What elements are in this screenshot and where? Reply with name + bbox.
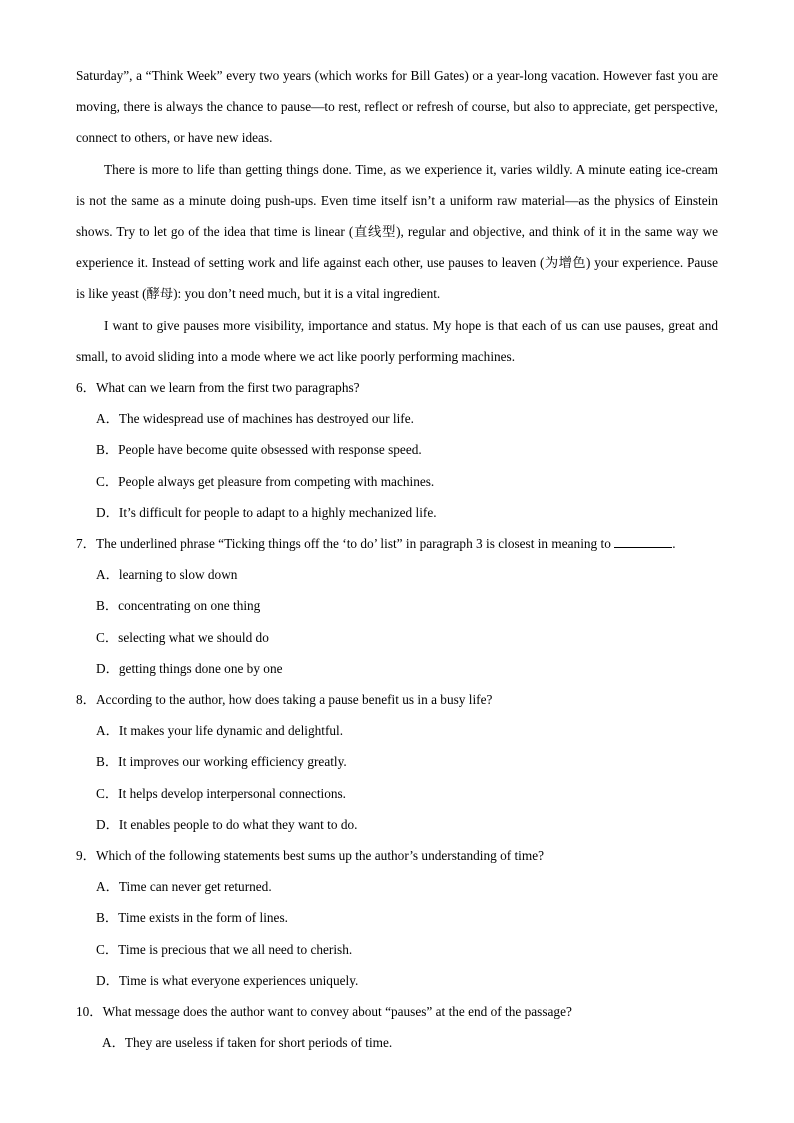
option-letter: B． xyxy=(96,910,119,926)
question-text: According to the author, how does taking a pause benefit us in a busy life? xyxy=(95,692,493,708)
option-c xyxy=(76,466,718,497)
question-stem-end: . xyxy=(672,536,676,552)
question-number: 7． xyxy=(76,536,96,552)
option-letter: C． xyxy=(96,941,119,957)
question-8 xyxy=(76,684,718,840)
option-text: The widespread use of machines has destroyed our life. xyxy=(118,411,414,427)
option-text: learning to slow down xyxy=(118,567,238,583)
option-d xyxy=(76,809,718,840)
option-letter: A． xyxy=(96,411,119,427)
question-number: 6． xyxy=(76,380,96,396)
option-letter: D． xyxy=(96,816,119,832)
option-letter: C． xyxy=(96,473,119,489)
document-page xyxy=(76,60,718,1059)
option-text: Time can never get returned. xyxy=(118,879,272,895)
option-text: It helps develop interpersonal connections. xyxy=(118,785,346,801)
passage-paragraph-3: I want to give pauses more visibility, importance and status. My hope is that each of us can use pauses, great and small, to avoid sliding into a mode where we act like poorly performing machines. xyxy=(76,317,718,364)
option-c xyxy=(76,934,718,965)
option-letter: B． xyxy=(96,598,119,614)
option-letter: C． xyxy=(96,629,119,645)
answer-blank xyxy=(614,535,672,548)
option-text: Time is precious that we all need to cherish. xyxy=(118,941,353,957)
question-number: 9． xyxy=(76,848,96,864)
option-a xyxy=(76,403,718,434)
option-letter: D． xyxy=(96,504,119,520)
question-stem xyxy=(76,840,718,871)
option-d xyxy=(76,965,718,996)
option-letter: B． xyxy=(96,442,119,458)
option-b xyxy=(76,746,718,777)
question-number: 8． xyxy=(76,692,96,708)
option-text: concentrating on one thing xyxy=(118,598,261,614)
question-stem xyxy=(76,372,718,403)
question-6 xyxy=(76,372,718,528)
option-d xyxy=(76,497,718,528)
question-text: The underlined phrase “Ticking things off the ‘to do’ list” in paragraph 3 is closest in meaning to xyxy=(95,536,611,552)
question-stem xyxy=(76,996,718,1027)
question-stem xyxy=(76,684,718,715)
option-letter: D． xyxy=(96,660,119,676)
question-text: What can we learn from the first two paragraphs? xyxy=(95,380,360,396)
option-letter: A． xyxy=(96,567,119,583)
question-7 xyxy=(76,528,718,684)
option-letter: B． xyxy=(96,754,119,770)
passage-paragraph-2: There is more to life than getting things done. Time, as we experience it, varies wildly. A minute eating ice-cream is not the same as a minute doing push-ups. Even time itself isn’t a uniform raw material—as the physics of Einstein shows. Try to let go of the idea that time is linear (直线型), regular and objective, and think of it in the same way we experience it. Instead of setting work and life against each other, use pauses to leaven (为增色) your experience. Pause is like yeast (酵母): you don’t need much, but it is a vital ingredient. xyxy=(76,161,718,302)
option-a xyxy=(76,559,718,590)
question-10 xyxy=(76,996,718,1058)
option-text: People have become quite obsessed with response speed. xyxy=(118,442,422,458)
question-number: 10． xyxy=(76,1004,103,1020)
question-text: What message does the author want to convey about “pauses” at the end of the passage? xyxy=(102,1004,572,1020)
option-b xyxy=(76,590,718,621)
option-d xyxy=(76,653,718,684)
option-text: It enables people to do what they want to do. xyxy=(118,816,358,832)
question-text: Which of the following statements best sums up the author’s understanding of time? xyxy=(95,848,545,864)
option-text: It improves our working efficiency greatly. xyxy=(118,754,347,770)
option-text: It makes your life dynamic and delightful. xyxy=(118,723,344,739)
option-text: It’s difficult for people to adapt to a highly mechanized life. xyxy=(118,504,437,520)
option-c xyxy=(76,622,718,653)
option-text: Time is what everyone experiences uniquely. xyxy=(118,972,359,988)
question-9 xyxy=(76,840,718,996)
option-text: They are useless if taken for short periods of time. xyxy=(124,1035,393,1051)
option-text: selecting what we should do xyxy=(118,629,269,645)
question-stem xyxy=(76,528,718,559)
option-b xyxy=(76,434,718,465)
option-a xyxy=(76,715,718,746)
option-a xyxy=(76,871,718,902)
option-text: People always get pleasure from competing with machines. xyxy=(118,473,435,489)
option-letter: A． xyxy=(102,1035,125,1051)
option-b xyxy=(76,902,718,933)
option-a xyxy=(76,1027,718,1058)
option-letter: A． xyxy=(96,723,119,739)
option-letter: C． xyxy=(96,785,119,801)
option-letter: A． xyxy=(96,879,119,895)
option-letter: D． xyxy=(96,972,119,988)
option-text: Time exists in the form of lines. xyxy=(118,910,288,926)
option-c xyxy=(76,778,718,809)
passage-paragraph-1: Saturday”, a “Think Week” every two years (which works for Bill Gates) or a year-long vacation. However fast you are moving, there is always the chance to pause—to rest, reflect or refresh of course, but also to appreciate, get perspective, connect to others, or have new ideas. xyxy=(76,68,718,146)
option-text: getting things done one by one xyxy=(118,660,283,676)
